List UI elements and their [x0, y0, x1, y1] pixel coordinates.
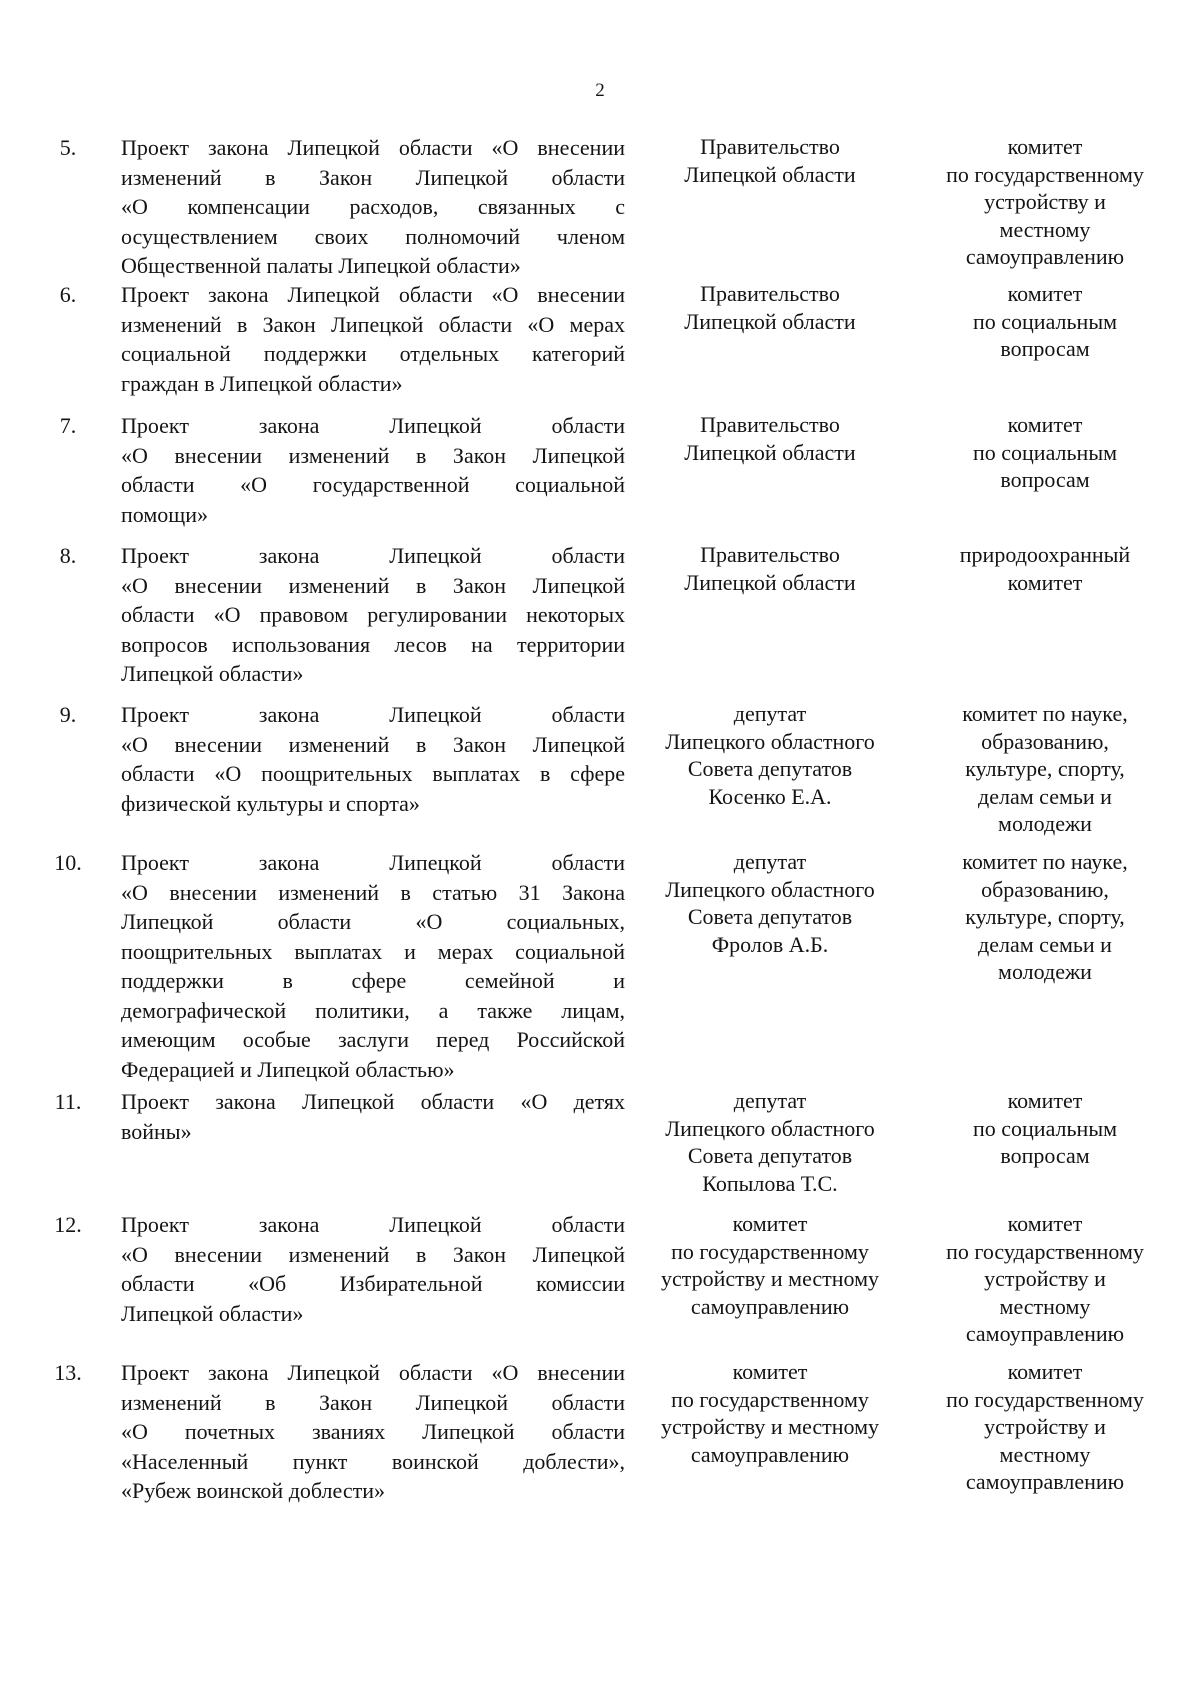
bill-title-line: Липецкой области»	[121, 1300, 304, 1326]
bill-title-line: физической культуры и спорта»	[121, 790, 420, 816]
bill-title-line: Федерацией и Липецкой областью»	[121, 1056, 455, 1082]
initiator-line: Липецкой области	[684, 439, 856, 465]
responsible-committee	[905, 411, 1185, 494]
committee-line: самоуправлению	[965, 1321, 1125, 1346]
bill-title-line: осуществлением своих полномочий членом	[121, 223, 625, 249]
bill-title	[121, 133, 625, 281]
bill-title-line: войны»	[121, 1118, 192, 1144]
bill-title-line: поощрительных выплатах и мерах социальной	[121, 938, 625, 964]
committee-line: по социальным	[972, 1115, 1118, 1141]
bill-title-line: социальной поддержки отдельных категорий	[121, 341, 625, 366]
bill-title-line: «О внесении изменений в Закон Липецкой	[121, 442, 625, 468]
initiator-line: Совета депутатов	[687, 1143, 853, 1168]
committee-line: молодежи	[998, 811, 1092, 836]
committee-line: устройству и	[984, 189, 1106, 214]
item-number: 5.	[59, 135, 77, 160]
bill-title-line: имеющим особые заслуги перед Российской	[121, 1027, 625, 1052]
bill-title-line: «О внесении изменений в Закон Липецкой	[121, 1241, 625, 1267]
initiator-line: Правительство	[700, 542, 840, 567]
committee-line: по государственному	[946, 161, 1144, 187]
initiator-line: Правительство	[700, 281, 840, 306]
initiator	[635, 848, 905, 958]
committee-line: образованию,	[981, 728, 1109, 754]
bill-title-line: «О внесении изменений в Закон Липецкой	[121, 572, 625, 598]
bill-title-line: Проект закона Липецкой области «О внесении	[121, 282, 625, 307]
responsible-committee	[905, 541, 1185, 596]
committee-line: по социальным	[972, 439, 1118, 465]
initiator	[635, 280, 905, 335]
committee-line: по государственному	[946, 1386, 1144, 1412]
bill-title	[121, 411, 625, 529]
initiator-line: Липецкой области	[684, 161, 856, 187]
bill-title-line: поддержки в сфере семейной и	[121, 968, 625, 993]
bill-title	[121, 280, 625, 398]
initiator	[635, 541, 905, 596]
committee-line: местному	[999, 1441, 1091, 1467]
bill-title-line: Проект закона Липецкой области «О детях	[121, 1089, 625, 1114]
bill-title-line: «Рубеж воинской доблести»	[121, 1478, 385, 1503]
bill-title-line: «О компенсации расходов, связанных с	[121, 194, 625, 219]
initiator-line: комитет	[732, 1359, 808, 1384]
committee-line: культуре, спорту,	[965, 756, 1125, 781]
committee-line: образованию,	[981, 876, 1109, 902]
bill-title	[121, 1358, 625, 1506]
initiator	[635, 1358, 905, 1468]
bill-title-line: Проект закона Липецкой области	[121, 413, 625, 438]
committee-line: комитет	[1007, 412, 1083, 437]
initiator-line: Липецкой области	[684, 308, 856, 334]
item-number: 7.	[59, 413, 77, 438]
committee-line: делам семьи и	[978, 931, 1112, 957]
bill-title-line: изменений в Закон Липецкой области	[121, 164, 625, 190]
committee-line: самоуправлению	[965, 1469, 1125, 1494]
initiator-line: устройству и местному	[660, 1414, 880, 1439]
bill-title-line: Проект закона Липецкой области	[121, 1212, 625, 1237]
bill-title-line: Липецкой области «О социальных,	[121, 909, 625, 934]
initiator-line: Липецкого областного	[665, 1115, 875, 1141]
bill-title-line: Общественной палаты Липецкой области»	[121, 253, 521, 278]
bill-title	[121, 541, 625, 689]
bill-title-line: области «О правовом регулировании некоторых	[121, 602, 625, 627]
item-number: 6.	[59, 282, 77, 307]
committee-line: вопросам	[1000, 1143, 1090, 1168]
committee-line: комитет	[1007, 569, 1083, 595]
committee-line: устройству и	[984, 1266, 1106, 1291]
bill-title-line: демографической политики, а также лицам,	[121, 997, 625, 1023]
initiator-line: по государственному	[671, 1386, 869, 1412]
committee-line: комитет по науке,	[962, 701, 1128, 726]
initiator-line: комитет	[732, 1211, 808, 1236]
item-number: 11.	[54, 1089, 82, 1114]
initiator-line: Косенко Е.А.	[708, 783, 832, 809]
initiator-line: депутат	[733, 1088, 807, 1113]
committee-line: устройству и	[984, 1414, 1106, 1439]
initiator-line: Совета депутатов	[687, 904, 853, 929]
committee-line: местному	[999, 216, 1091, 242]
bill-title-line: Проект закона Липецкой области	[121, 702, 625, 727]
bill-title-line: «О внесении изменений в Закон Липецкой	[121, 731, 625, 757]
initiator	[635, 700, 905, 810]
bill-title-line: изменений в Закон Липецкой области «О мерах	[121, 311, 625, 337]
committee-line: природоохранный	[959, 542, 1131, 567]
bill-title-line: «Населенный пункт воинской доблести»,	[121, 1448, 625, 1474]
initiator	[635, 133, 905, 188]
committee-line: комитет	[1007, 1211, 1083, 1236]
bill-title-line: вопросов использования лесов на территории	[121, 631, 625, 657]
committee-line: комитет	[1007, 281, 1083, 306]
responsible-committee	[905, 700, 1185, 838]
initiator-line: Копылова Т.С.	[702, 1170, 838, 1196]
bill-title-line: Проект закона Липецкой области	[121, 543, 625, 568]
bill-title-line: области «О поощрительных выплатах в сфере	[121, 761, 625, 786]
committee-line: вопросам	[1000, 467, 1090, 492]
item-number: 13.	[54, 1360, 82, 1385]
item-number: 9.	[59, 702, 77, 727]
committee-line: комитет по науке,	[962, 849, 1128, 874]
committee-line: комитет	[1007, 134, 1083, 159]
item-number: 12.	[54, 1212, 82, 1237]
bill-title-line: Проект закона Липецкой области «О внесении	[121, 135, 625, 160]
bill-title-line: граждан в Липецкой области»	[121, 370, 403, 396]
committee-line: комитет	[1007, 1088, 1083, 1113]
committee-line: самоуправлению	[965, 244, 1125, 269]
bill-title-line: области «Об Избирательной комиссии	[121, 1271, 625, 1296]
initiator-line: Липецкой области	[684, 569, 856, 595]
committee-line: по социальным	[972, 308, 1118, 334]
initiator-line: самоуправлению	[690, 1441, 850, 1467]
bill-title-line: «О почетных званиях Липецкой области	[121, 1419, 625, 1444]
initiator-line: Правительство	[700, 134, 840, 159]
initiator-line: устройству и местному	[660, 1266, 880, 1291]
committee-line: молодежи	[998, 959, 1092, 984]
initiator-line: Липецкого областного	[665, 728, 875, 754]
bill-title-line: Проект закона Липецкой области	[121, 850, 625, 875]
committee-line: делам семьи и	[978, 783, 1112, 809]
bill-title-line: «О внесении изменений в статью 31 Закона	[121, 879, 625, 905]
item-number: 10.	[54, 850, 82, 875]
page-number: 2	[595, 80, 605, 101]
bill-title-line: Липецкой области»	[121, 661, 304, 686]
item-number: 8.	[59, 543, 77, 568]
committee-line: местному	[999, 1293, 1091, 1319]
committee-line: культуре, спорту,	[965, 904, 1125, 929]
responsible-committee	[905, 1087, 1185, 1170]
initiator-line: по государственному	[671, 1238, 869, 1264]
bill-title-line: области «О государственной социальной	[121, 472, 625, 497]
responsible-committee	[905, 280, 1185, 363]
initiator-line: Совета депутатов	[687, 756, 853, 781]
bill-title-line: Проект закона Липецкой области «О внесении	[121, 1360, 625, 1385]
bill-title	[121, 1087, 625, 1146]
responsible-committee	[905, 848, 1185, 986]
committee-line: комитет	[1007, 1359, 1083, 1384]
initiator-line: депутат	[733, 701, 807, 726]
bill-title-line: изменений в Закон Липецкой области	[121, 1389, 625, 1415]
initiator	[635, 411, 905, 466]
initiator-line: самоуправлению	[690, 1293, 850, 1319]
committee-line: по государственному	[946, 1238, 1144, 1264]
initiator-line: Липецкого областного	[665, 876, 875, 902]
bill-title-line: помощи»	[121, 501, 208, 527]
responsible-committee	[905, 1358, 1185, 1496]
responsible-committee	[905, 1210, 1185, 1348]
bill-title	[121, 700, 625, 818]
initiator-line: Фролов А.Б.	[711, 931, 829, 957]
bill-title	[121, 1210, 625, 1328]
initiator-line: Правительство	[700, 412, 840, 437]
committee-line: вопросам	[1000, 336, 1090, 361]
responsible-committee	[905, 133, 1185, 271]
initiator	[635, 1087, 905, 1197]
initiator	[635, 1210, 905, 1320]
initiator-line: депутат	[733, 849, 807, 874]
bill-title	[121, 848, 625, 1084]
